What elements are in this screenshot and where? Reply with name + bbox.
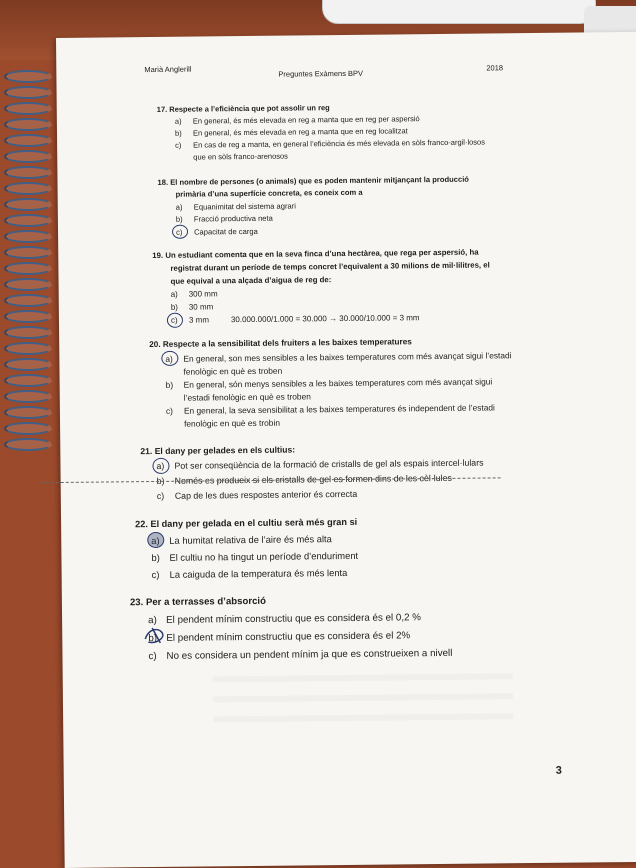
option-letter: b) [165, 379, 174, 390]
option-letter: c) [175, 227, 183, 237]
question-title: 22. El dany per gelada en el cultiu serà més gran si [135, 516, 358, 530]
binding-ring [4, 86, 52, 99]
option-letter: b) [174, 128, 182, 138]
header-title: Preguntes Exàmens BPV [278, 68, 364, 79]
option-letter: a) [165, 353, 173, 364]
binding-ring [4, 150, 52, 163]
binding-ring [4, 310, 52, 323]
option-c [175, 138, 485, 150]
binding-ring [4, 118, 52, 131]
page-number: 3 [555, 764, 562, 777]
option-a [165, 350, 511, 364]
answer-circle-mark [172, 225, 188, 239]
option-letter: c) [170, 315, 178, 325]
option-a [148, 612, 421, 626]
option-letter: a) [148, 614, 157, 627]
binding-ring [4, 70, 52, 83]
option-letter: a) [151, 534, 160, 547]
option-text: En general, és més elevada en reg a manta que en reg localitzat [192, 126, 408, 138]
option-text: No es considera un pendent mínim ja que es construeixen a nivell [166, 647, 453, 662]
option-text: Només es produeix si els cristalls de gel es formen dins de les cèl·lules [174, 472, 452, 486]
option-text: 300 mm [188, 289, 218, 299]
binding-ring [4, 102, 52, 115]
calculation-note: 30.000.000/1.000 = 30.000 → 30.000/10.000 = 3 mm [230, 313, 420, 325]
option-text: Equanimitat del sistema agrari [193, 201, 296, 212]
option-a [176, 201, 296, 211]
option-text: En general, la seva sensibilitat a les baixes temperatures és independent de l’estadi [183, 402, 495, 416]
answer-circle-mark [147, 532, 164, 548]
exam-page [56, 32, 636, 868]
option-text: El pendent mínim constructiu que es considera és el 0,2 % [166, 612, 422, 626]
option-text: Fracció productiva neta [193, 213, 273, 224]
option-text: 3 mm [188, 315, 210, 325]
question-title: 17. Respecte a l’eficiència que pot assolir un reg [156, 103, 330, 114]
binding-ring [4, 278, 52, 291]
option-letter: c) [156, 490, 165, 501]
binding-ring [4, 294, 52, 307]
option-text: La humitat relativa de l’aire és més alta [169, 533, 332, 546]
binding-ring [4, 374, 52, 387]
option-letter: b) [175, 214, 183, 224]
question-title: 19. Un estudiant comenta que en la seva finca d’una hectàrea, que rega per aspersió, ha [152, 247, 479, 261]
option-a [156, 458, 483, 471]
answer-circle-mark [161, 351, 178, 366]
option-text: En cas de reg a manta, en general l’eficiència és més elevada en sòls franco-argil·losos [193, 137, 485, 150]
binding-ring [4, 326, 52, 339]
binding-ring [4, 422, 52, 435]
option-text: En general, són menys sensibles a les baixes temperatures com més avançat sigui [183, 376, 493, 390]
question-title: 23. Per a terrasses d’absorció [129, 595, 266, 609]
binding-ring [4, 246, 52, 259]
option-b [151, 550, 358, 563]
answer-circle-mark [167, 313, 183, 328]
binding-ring [4, 390, 52, 403]
option-letter: c) [148, 650, 157, 663]
option-letter: c) [175, 140, 182, 150]
option-text: 30 mm [188, 302, 214, 312]
option-a-continued: fenològic en què es troben [183, 365, 283, 377]
binding-ring [4, 358, 52, 371]
show-through-text [213, 673, 513, 682]
option-text: Cap de les dues respostes anterior és correcta [174, 488, 358, 501]
option-letter: c) [165, 405, 173, 416]
option-c [152, 567, 348, 580]
question-title-continued: registrat durant un període de temps concret l’equivalent a 30 milions de mil·lilitres, el [170, 260, 490, 273]
option-c-continued: fenològic en què es trobin [183, 417, 281, 429]
option-c [148, 648, 452, 662]
option-letter: a) [156, 460, 165, 471]
option-letter: a) [174, 116, 182, 126]
option-b [176, 214, 273, 224]
option-c [157, 489, 357, 501]
option-b [166, 376, 493, 389]
binding-ring [4, 230, 52, 243]
option-text: El pendent mínim constructiu que es considera és el 2% [166, 630, 411, 644]
option-b [175, 126, 408, 137]
handwritten-mark-icon [142, 625, 168, 647]
question-title-continued: primària d’una superfície concreta, es coneix com a [175, 187, 363, 199]
question-title-continued: que equival a una alçada d’aigua de reg de: [170, 275, 332, 286]
binding-ring [4, 262, 52, 275]
spiral-binding [0, 70, 70, 550]
option-text: En general, és més elevada en reg a manta que en reg per aspersió [192, 114, 420, 126]
option-letter: b) [148, 632, 158, 645]
question-title: 18. El nombre de persones (o animals) que es poden mantenir mitjançant la producció [157, 174, 469, 187]
option-c [176, 227, 258, 237]
binding-ring [4, 166, 52, 179]
show-through-text [213, 693, 513, 702]
question-title: 20. Respecte a la sensibilitat dels fruiters a les baixes temperatures [149, 337, 412, 350]
option-c-continued: que en sòls franco-arenosos [193, 151, 288, 162]
option-a [151, 533, 332, 546]
show-through-text [213, 713, 513, 722]
option-text: Capacitat de carga [193, 226, 258, 237]
option-text: En general, son mes sensibles a les baixes temperatures com més avançat sigui l’estadi [183, 350, 512, 364]
option-letter: a) [170, 289, 178, 299]
option-letter: b) [170, 302, 178, 312]
binding-ring [4, 182, 52, 195]
option-a [171, 289, 218, 298]
header-author: Marià Anglerill [144, 64, 192, 75]
option-letter: a) [175, 202, 183, 212]
option-c [166, 402, 495, 415]
binding-ring [4, 214, 52, 227]
header-year: 2018 [486, 63, 504, 73]
option-text: La caiguda de la temperatura és més lenta [169, 566, 348, 580]
question-title: 21. El dany per gelades en els cultius: [140, 444, 296, 457]
binding-ring [4, 134, 52, 147]
option-b-continued: l’estadi fenològic en què es troben [183, 391, 311, 403]
binding-ring [4, 406, 52, 419]
binding-ring [4, 438, 52, 451]
binding-ring [4, 198, 52, 211]
option-letter: c) [151, 568, 160, 581]
option-text: El cultiu no ha tingut un període d’enduriment [169, 549, 359, 563]
option-text: Pot ser conseqüència de la formació de cristalls de gel als espais intercel·lulars [174, 457, 484, 471]
laptop-edge [322, 0, 596, 24]
option-a [175, 114, 420, 126]
binding-ring [4, 342, 52, 355]
option-b [148, 630, 410, 644]
option-letter: b) [156, 475, 165, 486]
option-letter: b) [151, 551, 160, 564]
option-b [171, 302, 214, 311]
answer-circle-mark [152, 458, 169, 474]
